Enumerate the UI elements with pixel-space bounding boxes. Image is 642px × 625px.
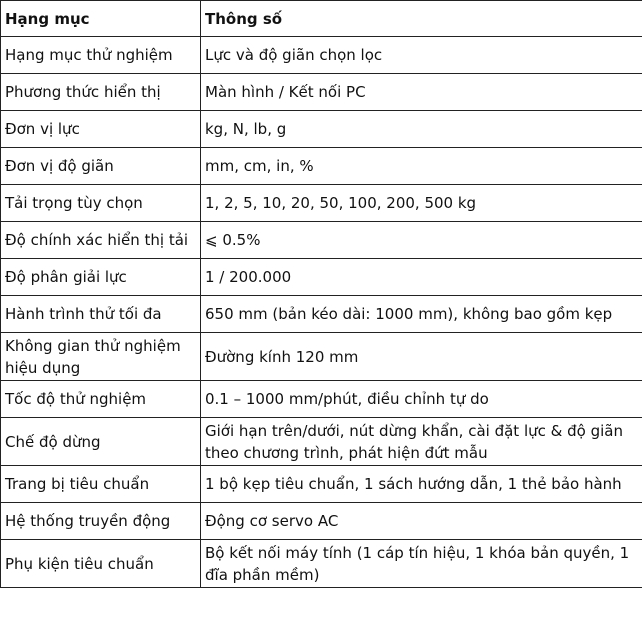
row-value: Bộ kết nối máy tính (1 cáp tín hiệu, 1 khóa bản quyền, 1 đĩa phần mềm) xyxy=(201,540,642,588)
table-row xyxy=(1,222,642,259)
table-header-row xyxy=(1,1,642,37)
row-value: Đường kính 120 mm xyxy=(201,333,642,381)
header-spec: Thông số xyxy=(201,1,642,37)
table-row xyxy=(1,148,642,185)
row-label: Không gian thử nghiệm hiệu dụng xyxy=(1,333,201,381)
row-value: Động cơ servo AC xyxy=(201,503,642,540)
row-value: Màn hình / Kết nối PC xyxy=(201,74,642,111)
table-row xyxy=(1,466,642,503)
row-value: 0.1 – 1000 mm/phút, điều chỉnh tự do xyxy=(201,381,642,418)
table-row xyxy=(1,37,642,74)
header-item: Hạng mục xyxy=(1,1,201,37)
table-row xyxy=(1,381,642,418)
row-label: Phụ kiện tiêu chuẩn xyxy=(1,540,201,588)
row-label: Phương thức hiển thị xyxy=(1,74,201,111)
table-row xyxy=(1,333,642,381)
row-value: Giới hạn trên/dưới, nút dừng khẩn, cài đặt lực & độ giãn theo chương trình, phát hiện đứt mẫu xyxy=(201,418,642,466)
row-value: mm, cm, in, % xyxy=(201,148,642,185)
table-row xyxy=(1,503,642,540)
row-value: kg, N, lb, g xyxy=(201,111,642,148)
row-label: Hệ thống truyền động xyxy=(1,503,201,540)
table-row xyxy=(1,418,642,466)
row-label: Chế độ dừng xyxy=(1,418,201,466)
row-value: ⩽ 0.5% xyxy=(201,222,642,259)
row-label: Hành trình thử tối đa xyxy=(1,296,201,333)
row-value: 1, 2, 5, 10, 20, 50, 100, 200, 500 kg xyxy=(201,185,642,222)
row-label: Tải trọng tùy chọn xyxy=(1,185,201,222)
row-label: Hạng mục thử nghiệm xyxy=(1,37,201,74)
table-row xyxy=(1,540,642,588)
row-label: Độ chính xác hiển thị tải xyxy=(1,222,201,259)
table-row xyxy=(1,296,642,333)
row-value: 1 / 200.000 xyxy=(201,259,642,296)
row-value: Lực và độ giãn chọn lọc xyxy=(201,37,642,74)
table-row xyxy=(1,185,642,222)
row-label: Đơn vị độ giãn xyxy=(1,148,201,185)
row-label: Đơn vị lực xyxy=(1,111,201,148)
row-value: 1 bộ kẹp tiêu chuẩn, 1 sách hướng dẫn, 1 thẻ bảo hành xyxy=(201,466,642,503)
row-label: Trang bị tiêu chuẩn xyxy=(1,466,201,503)
table-row xyxy=(1,74,642,111)
table-row xyxy=(1,259,642,296)
table-row xyxy=(1,111,642,148)
row-label: Độ phân giải lực xyxy=(1,259,201,296)
row-label: Tốc độ thử nghiệm xyxy=(1,381,201,418)
row-value: 650 mm (bản kéo dài: 1000 mm), không bao gồm kẹp xyxy=(201,296,642,333)
